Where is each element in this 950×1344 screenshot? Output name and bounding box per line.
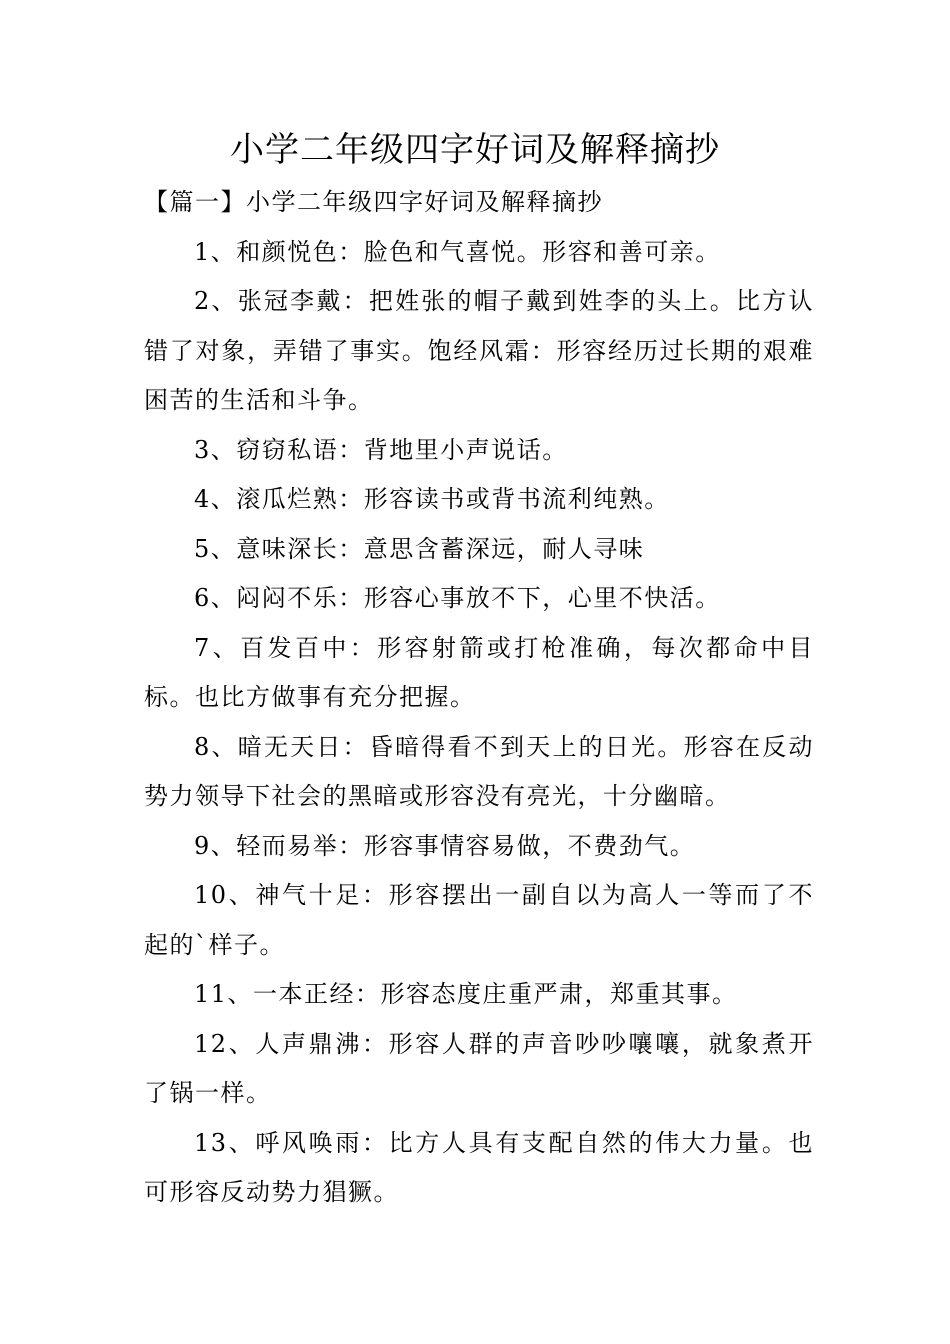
entry-3: 3、窃窃私语：背地里小声说话。 xyxy=(194,435,568,464)
entry-9: 9、轻而易举：形容事情容易做，不费劲气。 xyxy=(194,831,696,860)
document-body xyxy=(144,178,814,1218)
entry-7: 7、百发百中：形容射箭或打枪准确，每次都命中目标。也比方做事有充分把握。 xyxy=(144,633,814,711)
document-title: 小学二年级四字好词及解释摘抄 xyxy=(230,130,720,170)
entry-8: 8、暗无天日：昏暗得看不到天上的日光。形容在反动势力领导下社会的黑暗或形容没有亮光，十分幽暗。 xyxy=(144,732,814,810)
entry-1: 1、和颜悦色：脸色和气喜悦。形容和善可亲。 xyxy=(194,237,721,266)
entry-11: 11、一本正经：形容态度庄重严肃，郑重其事。 xyxy=(194,980,738,1008)
entry-2: 2、张冠李戴：把姓张的帽子戴到姓李的头上。比方认错了对象，弄错了事实。饱经风霜：形容经历过长期的艰难困苦的生活和斗争。 xyxy=(144,287,814,414)
entry-5: 5、意味深长：意思含蓄深远，耐人寻味 xyxy=(194,534,645,563)
entry-10: 10、神气十足：形容摆出一副自以为高人一等而了不起的`样子。 xyxy=(144,881,814,959)
entry-6: 6、闷闷不乐：形容心事放不下，心里不快活。 xyxy=(194,584,721,612)
entry-12: 12、人声鼎沸：形容人群的声音吵吵嚷嚷，就象煮开了锅一样。 xyxy=(144,1029,814,1107)
entry-4: 4、滚瓜烂熟：形容读书或背书流利纯熟。 xyxy=(194,485,670,513)
entry-13: 13、呼风唤雨：比方人具有支配自然的伟大力量。也可形容反动势力猖獗。 xyxy=(144,1128,814,1206)
section-heading: 【篇一】小学二年级四字好词及解释摘抄 xyxy=(144,188,603,216)
